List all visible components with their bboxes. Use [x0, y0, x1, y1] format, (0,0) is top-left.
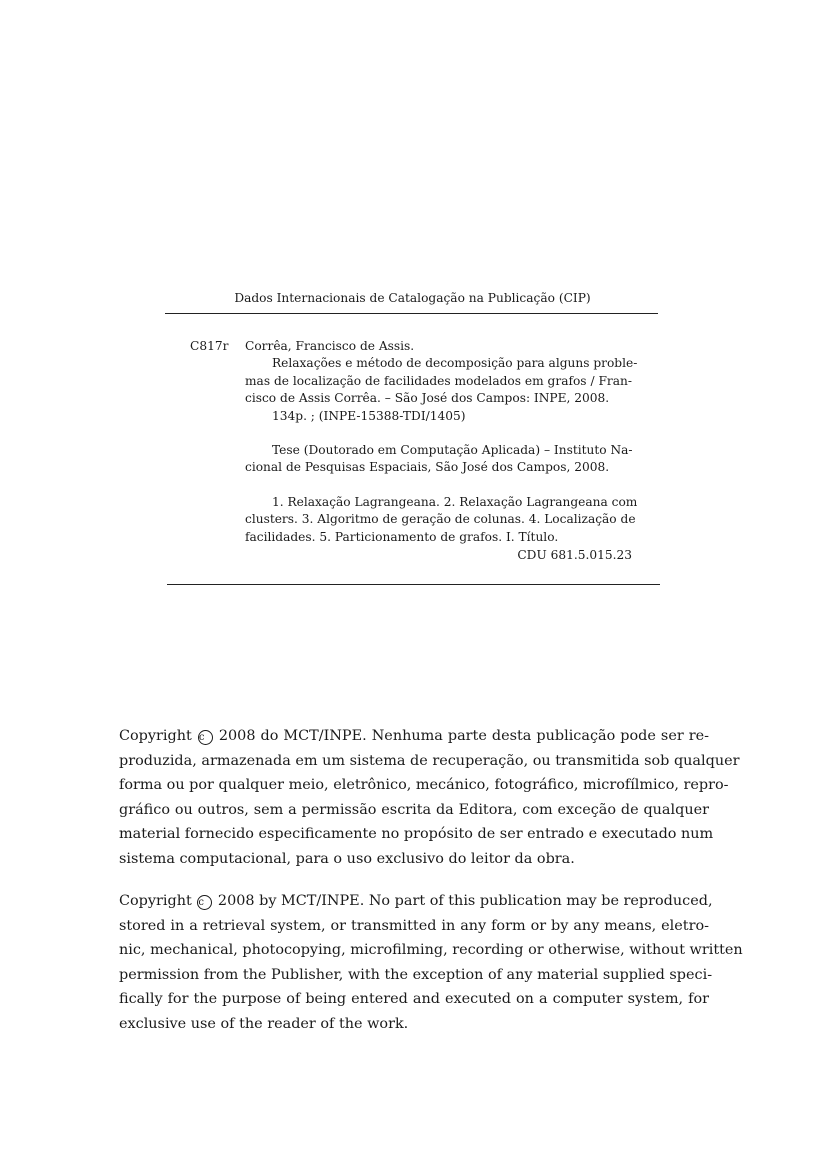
cip-title: Dados Internacionais de Catalogação na Publicação (CIP) — [234, 291, 591, 305]
copyright-line: material fornecido especificamente no propósito de ser entrado e executado num — [119, 826, 714, 843]
call-number: C817r — [190, 339, 229, 353]
cip-cdu: CDU 681.5.015.23 — [517, 548, 632, 563]
cip-top-rule — [165, 313, 658, 314]
cip-thesis-note: cional de Pesquisas Espaciais, São José dos Campos, 2008. — [245, 460, 610, 475]
cip-subjects: clusters. 3. Algoritmo de geração de colunas. 4. Localização de — [245, 512, 636, 527]
cip-title-line: mas de localização de facilidades modelados em grafos / Fran- — [245, 373, 632, 388]
cip-record-body — [245, 338, 638, 564]
copyright-line: produzida, armazenada em um sistema de recuperação, ou transmitida sob qualquer — [119, 752, 740, 769]
copyright-icon: c — [197, 895, 212, 910]
cip-title-line: Relaxações e método de decomposição para alguns proble- — [272, 356, 638, 371]
cip-author: Corrêa, Francisco de Assis. — [245, 339, 415, 353]
copyright-line: gráfico ou outros, sem a permissão escrita da Editora, com exceção de qualquer — [119, 801, 709, 818]
copyright-line: nic, mechanical, photocopying, microfilming, recording or otherwise, without written — [119, 942, 743, 959]
copyright-line: stored in a retrieval system, or transmitted in any form or by any means, eletro- — [119, 917, 709, 934]
copyright-portuguese — [119, 724, 740, 872]
copyright-line: permission from the Publisher, with the exception of any material supplied speci- — [119, 966, 713, 983]
copyright-line — [119, 724, 709, 749]
cip-thesis-note: Tese (Doutorado em Computação Aplicada) – Instituto Na- — [272, 443, 633, 458]
copyright-text: 2008 do MCT/INPE. Nenhuma parte desta publicação pode ser re- — [218, 728, 710, 744]
cip-subjects: 1. Relaxação Lagrangeana. 2. Relaxação Lagrangeana com — [272, 494, 638, 509]
copyright-icon: c — [198, 730, 213, 745]
cip-pagination: 134p. ; (INPE-15388-TDI/1405) — [272, 408, 466, 423]
copyright-word: Copyright — [119, 728, 192, 744]
copyright-line — [119, 889, 713, 914]
copyright-text: 2008 by MCT/INPE. No part of this publication may be reproduced, — [217, 893, 713, 909]
cip-bottom-rule — [167, 584, 660, 585]
cip-title-line: cisco de Assis Corrêa. – São José dos Campos: INPE, 2008. — [245, 391, 610, 406]
cip-subjects: facilidades. 5. Particionamento de grafos. I. Título. — [245, 529, 559, 544]
copyright-line: forma ou por qualquer meio, eletrônico, mecánico, fotográfico, microfílmico, repro- — [119, 777, 729, 794]
copyright-line: exclusive use of the reader of the work. — [119, 1015, 409, 1032]
copyright-line: sistema computacional, para o uso exclusivo do leitor da obra. — [119, 850, 575, 867]
copyright-line: fically for the purpose of being entered and executed on a computer system, for — [119, 991, 709, 1008]
copyright-english — [119, 889, 743, 1037]
copyright-word: Copyright — [119, 893, 192, 909]
